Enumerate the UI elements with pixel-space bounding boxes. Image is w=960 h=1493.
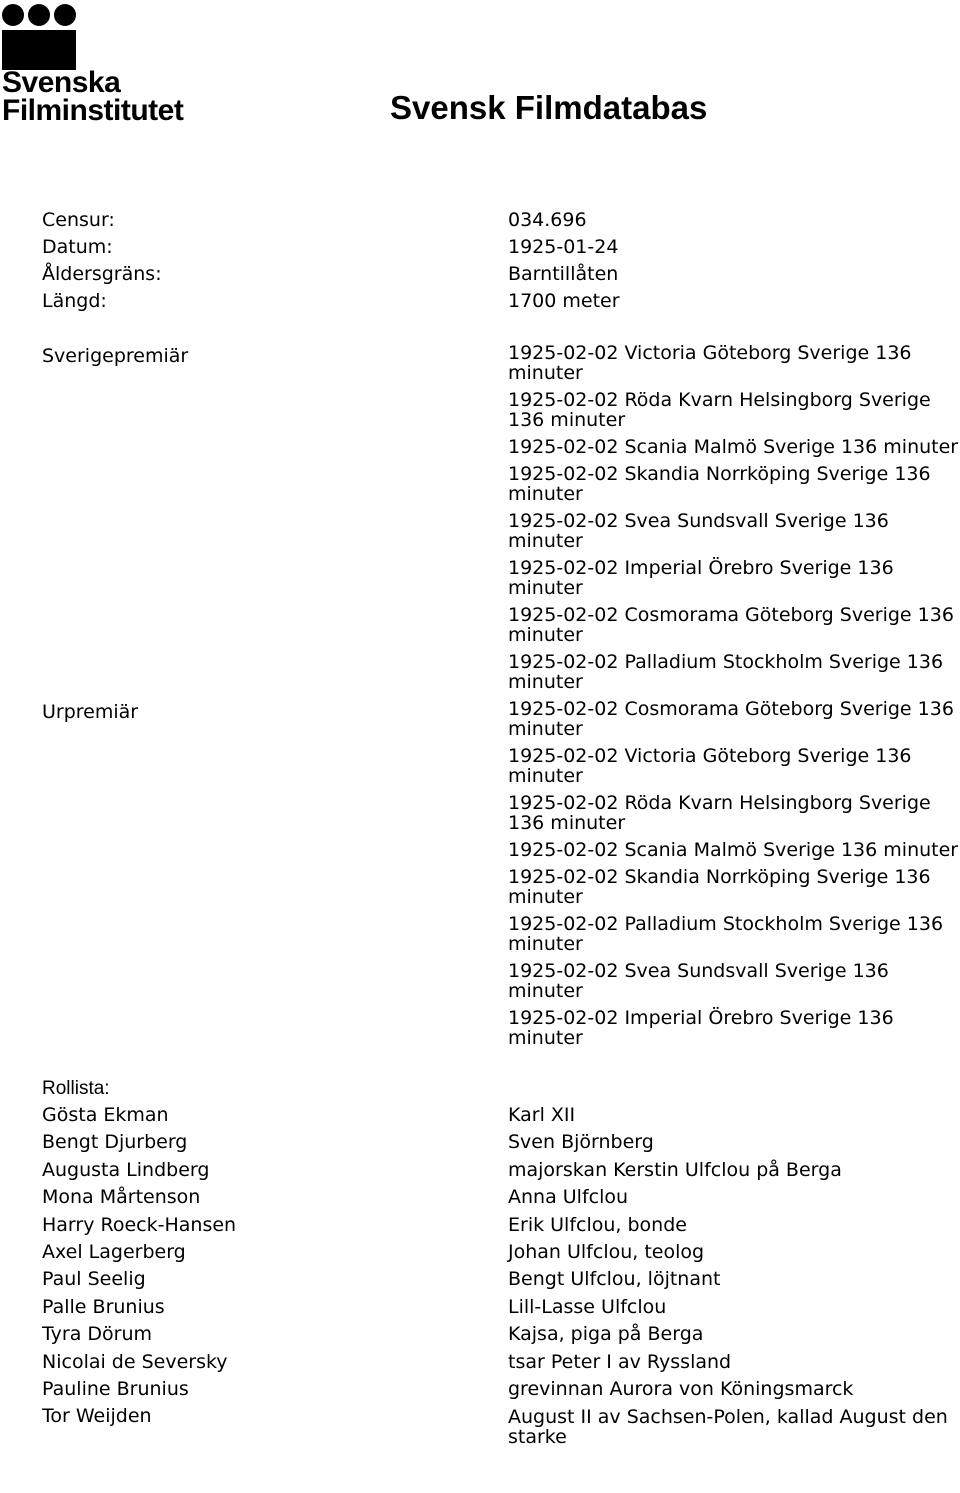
cast-row [42,1321,960,1348]
aldersgrans-label: Åldersgräns: [42,263,162,285]
datum-value: 1925-01-24 [508,236,619,258]
censur-value: 034.696 [508,209,587,231]
role-name: majorskan Kerstin Ulfclou på Berga [508,1158,842,1181]
detail-row [42,261,960,288]
premiere-entry: 1925-02-02 Palladium Stockholm Sverige 136 minuter [508,651,944,693]
detail-row [42,207,960,234]
sverigepremiar-label: Sverigepremiär [42,345,189,367]
film-record [42,207,960,1447]
spacer [42,315,960,343]
premiere-entry: 1925-02-02 Palladium Stockholm Sverige 136 minuter [508,913,944,955]
actor-name: Paul Seelig [42,1268,146,1291]
role-name: Lill-Lasse Ulfclou [508,1295,667,1318]
premiere-entry: 1925-02-02 Victoria Göteborg Sverige 136 minuter [508,745,912,787]
role-name: Karl XII [508,1104,576,1126]
premiere-entry: 1925-02-02 Röda Kvarn Helsingborg Sverige 136 minuter [508,389,931,431]
details-section [42,207,960,315]
role-name: Erik Ulfclou, bonde [508,1213,687,1236]
aldersgrans-value: Barntillåten [508,263,619,285]
role-name: Sven Björnberg [508,1131,654,1154]
logo-text-line1: Svenska [2,66,121,99]
cast-section [42,1075,960,1447]
premiere-entry: 1925-02-02 Cosmorama Göteborg Sverige 136 minuter [508,698,954,740]
urpremiar-section [42,699,960,1055]
detail-row [42,234,960,261]
actor-name: Pauline Brunius [42,1378,189,1401]
premiere-entry: 1925-02-02 Victoria Göteborg Sverige 136 minuter [508,342,912,384]
premiere-entry: 1925-02-02 Röda Kvarn Helsingborg Sverige 136 minuter [508,792,931,834]
premiere-entry: 1925-02-02 Cosmorama Göteborg Sverige 136 minuter [508,604,954,646]
datum-label: Datum: [42,236,113,258]
urpremiar-label: Urpremiär [42,701,139,723]
logo-dot [54,4,76,26]
langd-label: Längd: [42,290,107,312]
detail-row [42,288,960,315]
actor-name: Bengt Djurberg [42,1131,188,1154]
role-name: grevinnan Aurora von Köningsmarck [508,1378,854,1401]
actor-name: Palle Brunius [42,1295,165,1318]
cast-row [42,1184,960,1211]
sverigepremiar-section [42,343,960,699]
premiere-entry: 1925-02-02 Scania Malmö Sverige 136 minuter [508,436,959,458]
role-name: tsar Peter I av Ryssland [508,1350,732,1373]
logo-dot [28,4,50,26]
premiere-entry: 1925-02-02 Imperial Örebro Sverige 136 minuter [508,557,894,599]
cast-row [42,1157,960,1184]
cast-row [42,1376,960,1403]
role-name: Bengt Ulfclou, löjtnant [508,1268,721,1291]
actor-name: Axel Lagerberg [42,1241,186,1264]
actor-name: Mona Mårtenson [42,1186,201,1209]
cast-row [42,1129,960,1156]
logo-bar [2,30,76,70]
spacer [42,1055,960,1075]
urpremiar-list [508,699,960,1055]
actor-name: Tor Weijden [42,1405,152,1428]
premiere-entry: 1925-02-02 Skandia Norrköping Sverige 136 minuter [508,463,931,505]
site-title: Svensk Filmdatabas [390,89,708,126]
cast-row [42,1349,960,1376]
logo-dot [2,4,24,26]
actor-name: Nicolai de Seversky [42,1350,228,1373]
cast-row [42,1239,960,1266]
cast-heading: Rollista: [42,1078,110,1099]
premiere-entry: 1925-02-02 Skandia Norrköping Sverige 136 minuter [508,866,931,908]
premiere-entry: 1925-02-02 Svea Sundsvall Sverige 136 minuter [508,510,889,552]
actor-name: Gösta Ekman [42,1104,169,1126]
role-name: Anna Ulfclou [508,1186,629,1209]
cast-row [42,1403,960,1447]
cast-row [42,1294,960,1321]
sverigepremiar-list [508,343,960,699]
cast-row [42,1102,960,1129]
role-name: Johan Ulfclou, teolog [508,1241,705,1264]
premiere-entry: 1925-02-02 Svea Sundsvall Sverige 136 minuter [508,960,889,1002]
role-name: Kajsa, piga på Berga [508,1323,704,1346]
langd-value: 1700 meter [508,290,620,312]
cast-row [42,1212,960,1239]
actor-name: Tyra Dörum [42,1323,153,1346]
actor-name: Augusta Lindberg [42,1158,210,1181]
premiere-entry: 1925-02-02 Imperial Örebro Sverige 136 minuter [508,1007,894,1049]
role-name: August II av Sachsen-Polen, kallad August den starke [508,1406,948,1449]
actor-name: Harry Roeck-Hansen [42,1213,237,1236]
logo-text-line2: Filminstitutet [2,94,184,127]
censur-label: Censur: [42,209,115,231]
premiere-entry: 1925-02-02 Scania Malmö Sverige 136 minuter [508,839,959,861]
svenska-filminstitutet-logo [2,4,202,126]
cast-row [42,1266,960,1293]
